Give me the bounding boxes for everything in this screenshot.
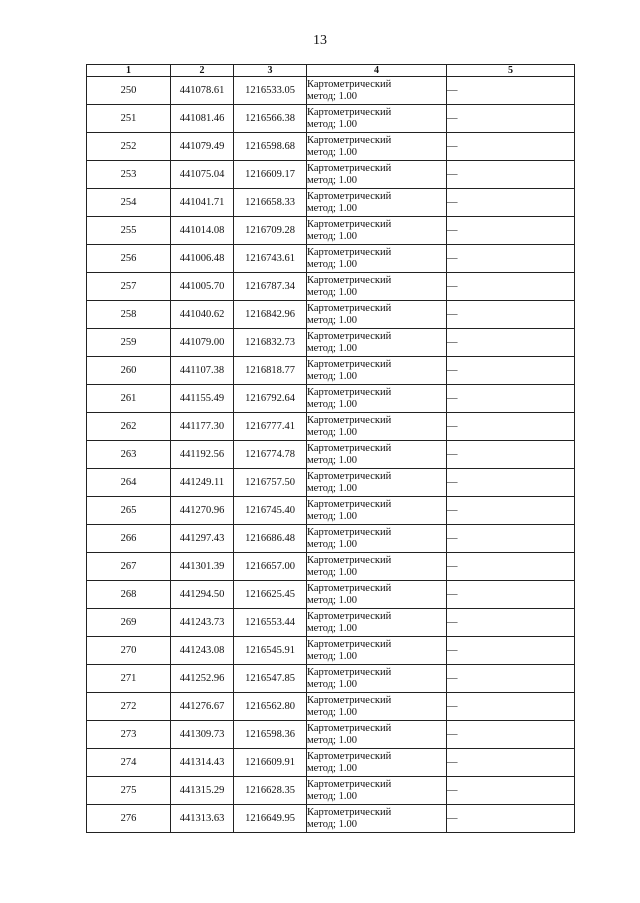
method-name: Картометрический [307, 218, 392, 230]
method-cell [307, 497, 447, 525]
point-number-cell: 265 [87, 497, 171, 525]
method-name: Картометрический [307, 694, 392, 706]
y-coordinate-cell: 1216792.64 [234, 385, 307, 413]
table-row [87, 609, 575, 637]
method-cell [307, 413, 447, 441]
method-name: Картометрический [307, 638, 392, 650]
y-coordinate-cell: 1216533.05 [234, 77, 307, 105]
method-accuracy: метод; 1.00 [307, 342, 357, 354]
table-row [87, 581, 575, 609]
column-5-cell: — [447, 357, 575, 385]
column-header-3: 3 [234, 65, 307, 77]
column-5-cell: — [447, 273, 575, 301]
method-name: Картометрический [307, 162, 392, 174]
x-coordinate-cell: 441075.04 [171, 161, 234, 189]
column-5-cell: — [447, 469, 575, 497]
method-name: Картометрический [307, 358, 392, 370]
x-coordinate-cell: 441252.96 [171, 665, 234, 693]
method-cell [307, 385, 447, 413]
method-cell [307, 329, 447, 357]
column-5-cell: — [447, 525, 575, 553]
point-number-cell: 263 [87, 441, 171, 469]
method-name: Картометрический [307, 274, 392, 286]
x-coordinate-cell: 441243.73 [171, 609, 234, 637]
method-cell [307, 693, 447, 721]
method-cell [307, 161, 447, 189]
method-name: Картометрический [307, 806, 392, 818]
table-row [87, 637, 575, 665]
column-5-cell: — [447, 441, 575, 469]
method-accuracy: метод; 1.00 [307, 818, 357, 830]
column-header-1: 1 [87, 65, 171, 77]
method-accuracy: метод; 1.00 [307, 594, 357, 606]
method-name: Картометрический [307, 190, 392, 202]
method-cell [307, 357, 447, 385]
table-row [87, 777, 575, 805]
x-coordinate-cell: 441297.43 [171, 525, 234, 553]
method-cell [307, 469, 447, 497]
column-5-cell: — [447, 777, 575, 805]
column-5-cell: — [447, 553, 575, 581]
y-coordinate-cell: 1216628.35 [234, 777, 307, 805]
y-coordinate-cell: 1216842.96 [234, 301, 307, 329]
method-cell [307, 609, 447, 637]
method-accuracy: метод; 1.00 [307, 566, 357, 578]
table-row [87, 357, 575, 385]
x-coordinate-cell: 441301.39 [171, 553, 234, 581]
table-row [87, 553, 575, 581]
table-row [87, 385, 575, 413]
y-coordinate-cell: 1216832.73 [234, 329, 307, 357]
x-coordinate-cell: 441155.49 [171, 385, 234, 413]
column-5-cell: — [447, 161, 575, 189]
y-coordinate-cell: 1216545.91 [234, 637, 307, 665]
column-5-cell: — [447, 77, 575, 105]
method-cell [307, 441, 447, 469]
y-coordinate-cell: 1216774.78 [234, 441, 307, 469]
column-5-cell: — [447, 189, 575, 217]
method-accuracy: метод; 1.00 [307, 174, 357, 186]
column-5-cell: — [447, 133, 575, 161]
table-row [87, 525, 575, 553]
table-row [87, 329, 575, 357]
column-5-cell: — [447, 637, 575, 665]
method-name: Картометрический [307, 442, 392, 454]
point-number-cell: 261 [87, 385, 171, 413]
method-accuracy: метод; 1.00 [307, 678, 357, 690]
x-coordinate-cell: 441270.96 [171, 497, 234, 525]
method-cell [307, 805, 447, 833]
method-name: Картометрический [307, 414, 392, 426]
point-number-cell: 267 [87, 553, 171, 581]
point-number-cell: 257 [87, 273, 171, 301]
column-5-cell: — [447, 721, 575, 749]
column-5-cell: — [447, 749, 575, 777]
method-cell [307, 245, 447, 273]
column-5-cell: — [447, 413, 575, 441]
point-number-cell: 270 [87, 637, 171, 665]
method-accuracy: метод; 1.00 [307, 510, 357, 522]
method-cell [307, 189, 447, 217]
method-cell [307, 133, 447, 161]
method-accuracy: метод; 1.00 [307, 314, 357, 326]
x-coordinate-cell: 441079.49 [171, 133, 234, 161]
method-cell [307, 637, 447, 665]
method-name: Картометрический [307, 498, 392, 510]
y-coordinate-cell: 1216743.61 [234, 245, 307, 273]
method-accuracy: метод; 1.00 [307, 146, 357, 158]
method-accuracy: метод; 1.00 [307, 202, 357, 214]
point-number-cell: 268 [87, 581, 171, 609]
method-accuracy: метод; 1.00 [307, 398, 357, 410]
y-coordinate-cell: 1216598.68 [234, 133, 307, 161]
method-name: Картометрический [307, 78, 392, 90]
method-accuracy: метод; 1.00 [307, 426, 357, 438]
y-coordinate-cell: 1216609.91 [234, 749, 307, 777]
method-name: Картометрический [307, 330, 392, 342]
table-row [87, 301, 575, 329]
x-coordinate-cell: 441078.61 [171, 77, 234, 105]
method-accuracy: метод; 1.00 [307, 230, 357, 242]
y-coordinate-cell: 1216598.36 [234, 721, 307, 749]
method-accuracy: метод; 1.00 [307, 286, 357, 298]
table-row [87, 441, 575, 469]
table-row [87, 413, 575, 441]
x-coordinate-cell: 441294.50 [171, 581, 234, 609]
point-number-cell: 262 [87, 413, 171, 441]
method-name: Картометрический [307, 610, 392, 622]
y-coordinate-cell: 1216566.38 [234, 105, 307, 133]
point-number-cell: 273 [87, 721, 171, 749]
method-accuracy: метод; 1.00 [307, 258, 357, 270]
point-number-cell: 258 [87, 301, 171, 329]
point-number-cell: 259 [87, 329, 171, 357]
y-coordinate-cell: 1216657.00 [234, 553, 307, 581]
table-row [87, 497, 575, 525]
x-coordinate-cell: 441081.46 [171, 105, 234, 133]
point-number-cell: 269 [87, 609, 171, 637]
method-cell [307, 301, 447, 329]
method-accuracy: метод; 1.00 [307, 118, 357, 130]
table-header-row [87, 65, 575, 77]
method-cell [307, 217, 447, 245]
y-coordinate-cell: 1216547.85 [234, 665, 307, 693]
point-number-cell: 276 [87, 805, 171, 833]
method-name: Картометрический [307, 470, 392, 482]
table-row [87, 161, 575, 189]
table-row [87, 189, 575, 217]
x-coordinate-cell: 441006.48 [171, 245, 234, 273]
x-coordinate-cell: 441309.73 [171, 721, 234, 749]
method-accuracy: метод; 1.00 [307, 90, 357, 102]
column-5-cell: — [447, 329, 575, 357]
method-name: Картометрический [307, 722, 392, 734]
method-name: Картометрический [307, 750, 392, 762]
point-number-cell: 274 [87, 749, 171, 777]
method-cell [307, 721, 447, 749]
column-5-cell: — [447, 245, 575, 273]
point-number-cell: 250 [87, 77, 171, 105]
point-number-cell: 253 [87, 161, 171, 189]
column-header-4: 4 [307, 65, 447, 77]
point-number-cell: 272 [87, 693, 171, 721]
method-accuracy: метод; 1.00 [307, 734, 357, 746]
method-name: Картометрический [307, 666, 392, 678]
method-accuracy: метод; 1.00 [307, 454, 357, 466]
coordinates-table [86, 64, 575, 833]
point-number-cell: 260 [87, 357, 171, 385]
y-coordinate-cell: 1216757.50 [234, 469, 307, 497]
x-coordinate-cell: 441315.29 [171, 777, 234, 805]
x-coordinate-cell: 441107.38 [171, 357, 234, 385]
method-accuracy: метод; 1.00 [307, 622, 357, 634]
column-5-cell: — [447, 301, 575, 329]
x-coordinate-cell: 441177.30 [171, 413, 234, 441]
x-coordinate-cell: 441040.62 [171, 301, 234, 329]
table-row [87, 77, 575, 105]
method-cell [307, 777, 447, 805]
method-name: Картометрический [307, 106, 392, 118]
x-coordinate-cell: 441005.70 [171, 273, 234, 301]
table-row [87, 721, 575, 749]
method-cell [307, 77, 447, 105]
point-number-cell: 275 [87, 777, 171, 805]
point-number-cell: 251 [87, 105, 171, 133]
column-header-2: 2 [171, 65, 234, 77]
y-coordinate-cell: 1216709.28 [234, 217, 307, 245]
column-5-cell: — [447, 665, 575, 693]
point-number-cell: 252 [87, 133, 171, 161]
x-coordinate-cell: 441313.63 [171, 805, 234, 833]
method-cell [307, 553, 447, 581]
method-accuracy: метод; 1.00 [307, 482, 357, 494]
table-row [87, 245, 575, 273]
x-coordinate-cell: 441249.11 [171, 469, 234, 497]
table-row [87, 749, 575, 777]
y-coordinate-cell: 1216818.77 [234, 357, 307, 385]
x-coordinate-cell: 441314.43 [171, 749, 234, 777]
point-number-cell: 256 [87, 245, 171, 273]
table-row [87, 693, 575, 721]
x-coordinate-cell: 441041.71 [171, 189, 234, 217]
column-5-cell: — [447, 217, 575, 245]
y-coordinate-cell: 1216609.17 [234, 161, 307, 189]
table-row [87, 105, 575, 133]
column-header-5: 5 [447, 65, 575, 77]
column-5-cell: — [447, 385, 575, 413]
method-name: Картометрический [307, 582, 392, 594]
y-coordinate-cell: 1216625.45 [234, 581, 307, 609]
y-coordinate-cell: 1216562.80 [234, 693, 307, 721]
point-number-cell: 254 [87, 189, 171, 217]
point-number-cell: 271 [87, 665, 171, 693]
column-5-cell: — [447, 581, 575, 609]
column-5-cell: — [447, 805, 575, 833]
point-number-cell: 255 [87, 217, 171, 245]
x-coordinate-cell: 441276.67 [171, 693, 234, 721]
method-accuracy: метод; 1.00 [307, 706, 357, 718]
x-coordinate-cell: 441079.00 [171, 329, 234, 357]
table-row [87, 805, 575, 833]
method-cell [307, 525, 447, 553]
y-coordinate-cell: 1216686.48 [234, 525, 307, 553]
method-accuracy: метод; 1.00 [307, 762, 357, 774]
method-accuracy: метод; 1.00 [307, 370, 357, 382]
method-name: Картометрический [307, 526, 392, 538]
column-5-cell: — [447, 609, 575, 637]
y-coordinate-cell: 1216649.95 [234, 805, 307, 833]
method-cell [307, 581, 447, 609]
column-5-cell: — [447, 693, 575, 721]
point-number-cell: 266 [87, 525, 171, 553]
method-name: Картометрический [307, 302, 392, 314]
method-cell [307, 105, 447, 133]
page-number: 13 [313, 33, 327, 48]
y-coordinate-cell: 1216787.34 [234, 273, 307, 301]
x-coordinate-cell: 441014.08 [171, 217, 234, 245]
method-cell [307, 749, 447, 777]
point-number-cell: 264 [87, 469, 171, 497]
column-5-cell: — [447, 497, 575, 525]
y-coordinate-cell: 1216745.40 [234, 497, 307, 525]
table-row [87, 133, 575, 161]
table-row [87, 273, 575, 301]
method-name: Картометрический [307, 246, 392, 258]
method-accuracy: метод; 1.00 [307, 790, 357, 802]
table-row [87, 217, 575, 245]
x-coordinate-cell: 441243.08 [171, 637, 234, 665]
method-name: Картометрический [307, 554, 392, 566]
method-name: Картометрический [307, 778, 392, 790]
method-cell [307, 273, 447, 301]
y-coordinate-cell: 1216658.33 [234, 189, 307, 217]
method-name: Картометрический [307, 386, 392, 398]
method-cell [307, 665, 447, 693]
table-row [87, 665, 575, 693]
x-coordinate-cell: 441192.56 [171, 441, 234, 469]
y-coordinate-cell: 1216553.44 [234, 609, 307, 637]
y-coordinate-cell: 1216777.41 [234, 413, 307, 441]
table-row [87, 469, 575, 497]
method-accuracy: метод; 1.00 [307, 538, 357, 550]
method-accuracy: метод; 1.00 [307, 650, 357, 662]
column-5-cell: — [447, 105, 575, 133]
method-name: Картометрический [307, 134, 392, 146]
